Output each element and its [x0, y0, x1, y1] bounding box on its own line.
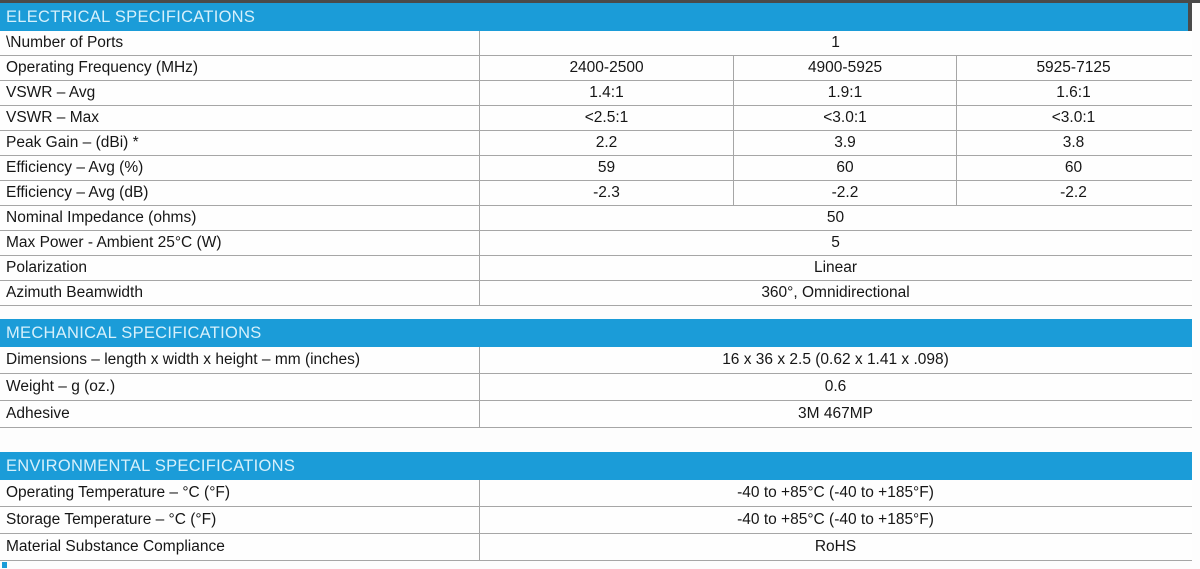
- electrical-section-title: ELECTRICAL SPECIFICATIONS: [6, 7, 256, 26]
- spec-row-value: 0.6: [824, 378, 847, 395]
- spec-row-value: 3.9: [733, 131, 956, 155]
- spec-sections: [0, 3, 1192, 561]
- electrical-section-header: [0, 3, 1192, 31]
- spec-row: [0, 56, 1192, 81]
- spec-row-value: -2.2: [733, 181, 956, 205]
- spec-row-label: Polarization: [0, 256, 480, 280]
- spec-row-label: Peak Gain – (dBi) *: [0, 131, 480, 155]
- spec-row-value: 5925-7125: [956, 56, 1190, 80]
- spec-row-label: \Number of Ports: [0, 31, 480, 55]
- spec-row-value: RoHS: [814, 538, 857, 555]
- spec-row-label: Efficiency – Avg (dB): [0, 181, 480, 205]
- environmental-section-header: [0, 452, 1192, 480]
- spec-row-value: 5: [831, 234, 840, 251]
- next-section-header-cutoff: [2, 562, 7, 568]
- spec-row-value: 3M 467MP: [798, 405, 873, 422]
- section-electrical: [0, 3, 1192, 306]
- spec-row-value: 60: [956, 156, 1190, 180]
- spec-row: [0, 156, 1192, 181]
- spec-row-value: 50: [826, 209, 845, 226]
- spec-row-label: Efficiency – Avg (%): [0, 156, 480, 180]
- spec-row-label: Operating Frequency (MHz): [0, 56, 480, 80]
- spec-row: [0, 480, 1192, 507]
- spec-row: [0, 256, 1192, 281]
- spec-row-value: 1.4:1: [589, 84, 624, 101]
- spec-row-value: -2.2: [956, 181, 1190, 205]
- spec-row-value: 360°, Omnidirectional: [761, 284, 910, 301]
- spec-row-label: Material Substance Compliance: [0, 534, 480, 560]
- spec-row-value: 2.2: [595, 134, 618, 151]
- spec-row: [0, 281, 1192, 306]
- spec-row-value: -40 to +85°C (-40 to +185°F): [737, 484, 934, 501]
- spec-row-value: 2400-2500: [569, 59, 644, 76]
- spec-row: [0, 106, 1192, 131]
- spec-row-value: 16 x 36 x 2.5 (0.62 x 1.41 x .098): [722, 351, 949, 368]
- section-mechanical: [0, 319, 1192, 428]
- spec-row: [0, 31, 1192, 56]
- mechanical-section-header: [0, 319, 1192, 347]
- spec-row-value: 1: [831, 34, 840, 51]
- spec-row: [0, 534, 1192, 561]
- spec-row-value: 3.8: [956, 131, 1190, 155]
- spec-row-value: -40 to +85°C (-40 to +185°F): [737, 511, 934, 528]
- spec-row-label: Dimensions – length x width x height – mm (inches): [0, 347, 480, 373]
- spec-row-label: Adhesive: [0, 401, 480, 427]
- spec-row: [0, 507, 1192, 534]
- spec-row-value: -2.3: [593, 184, 620, 201]
- spec-row: [0, 401, 1192, 428]
- spec-row-value: <3.0:1: [956, 106, 1190, 130]
- spec-row-value: <3.0:1: [733, 106, 956, 130]
- spec-row-label: Operating Temperature – °C (°F): [0, 480, 480, 506]
- spec-row: [0, 231, 1192, 256]
- spec-row: [0, 81, 1192, 106]
- section-environmental: [0, 452, 1192, 561]
- spec-row: [0, 131, 1192, 156]
- spec-row-value: 1.9:1: [733, 81, 956, 105]
- spec-row-value: 60: [733, 156, 956, 180]
- spec-row-value: 1.6:1: [956, 81, 1190, 105]
- spec-row: [0, 206, 1192, 231]
- spec-row-label: Max Power - Ambient 25°C (W): [0, 231, 480, 255]
- spec-row-label: Storage Temperature – °C (°F): [0, 507, 480, 533]
- spec-row: [0, 181, 1192, 206]
- spec-row-label: Weight – g (oz.): [0, 374, 480, 400]
- spec-row-value: 59: [597, 159, 616, 176]
- mechanical-section-title: MECHANICAL SPECIFICATIONS: [6, 323, 262, 342]
- spec-row-value: <2.5:1: [584, 109, 629, 126]
- spec-row-label: Nominal Impedance (ohms): [0, 206, 480, 230]
- spec-row: [0, 374, 1192, 401]
- spec-row-value: 4900-5925: [733, 56, 956, 80]
- spec-row: [0, 347, 1192, 374]
- environmental-section-title: ENVIRONMENTAL SPECIFICATIONS: [6, 456, 296, 475]
- spec-row-label: VSWR – Avg: [0, 81, 480, 105]
- spec-row-label: VSWR – Max: [0, 106, 480, 130]
- spec-row-value: Linear: [813, 259, 858, 276]
- spec-row-label: Azimuth Beamwidth: [0, 281, 480, 305]
